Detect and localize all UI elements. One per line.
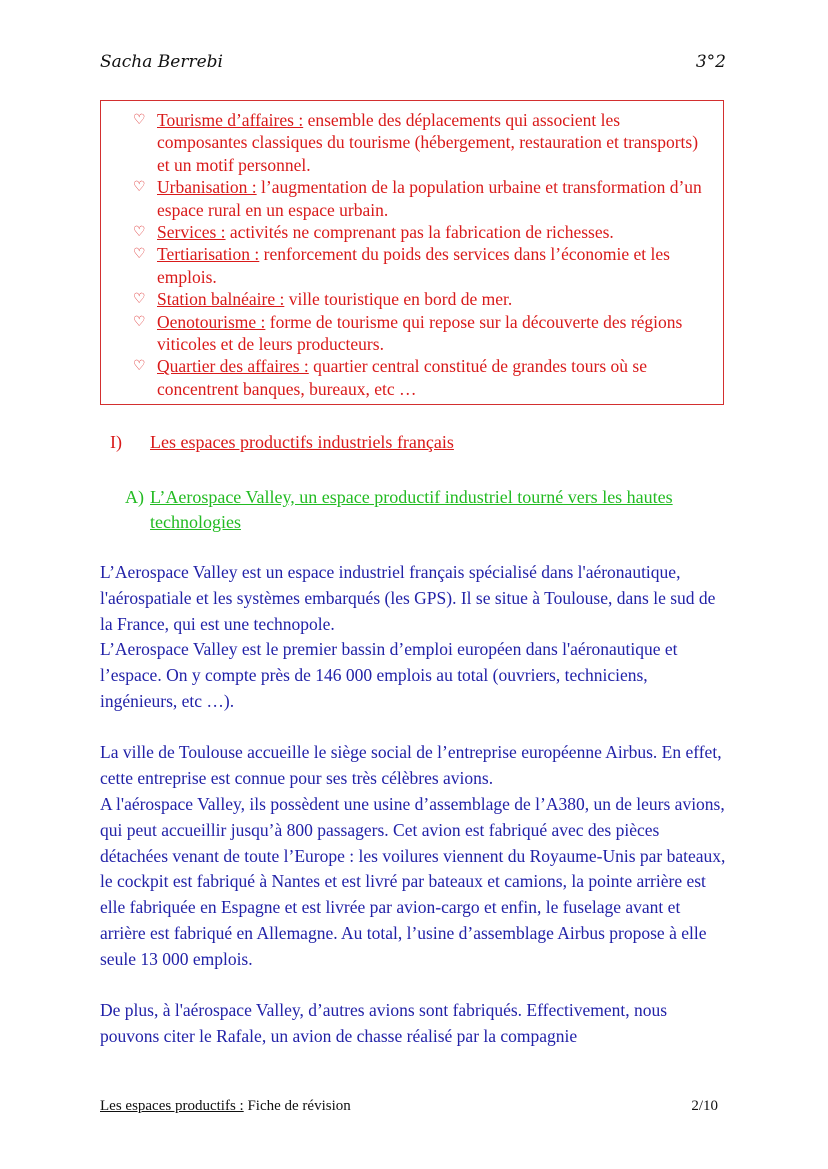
author-name: Sacha Berrebi <box>100 52 223 72</box>
definition-item <box>101 355 723 400</box>
definition-term: Services : <box>157 222 226 243</box>
definition-item <box>101 109 723 176</box>
footer-topic: Les espaces productifs : <box>100 1098 244 1114</box>
definition-text: quartier central constitué de grandes tours où se concentrent banques, bureaux, etc … <box>157 356 647 399</box>
paragraph-rafale: De plus, à l'aérospace Valley, d’autres avions sont fabriqués. Effectivement, nous pouvons citer le Rafale, un avion de chasse réalisé par la compagnie <box>100 1000 668 1046</box>
page-number: 2/10 <box>691 1098 718 1114</box>
definition-item <box>101 311 723 356</box>
paragraph-employment: L’Aerospace Valley est le premier bassin d’emploi européen dans l'aéronautique et l’espace. On y compte près de 146 000 emplois au total (ouvriers, techniciens, ingénieurs, etc …). <box>100 639 678 711</box>
subsection-heading-a <box>125 485 725 535</box>
definition-term: Oenotourisme : <box>157 311 266 332</box>
definition-item <box>101 176 723 221</box>
definitions-list <box>101 101 723 400</box>
definition-item <box>101 243 723 288</box>
paragraph-airbus: La ville de Toulouse accueille le siège social de l’entreprise européenne Airbus. En effet, cette entreprise est connue pour ses très célèbres avions. <box>100 742 722 788</box>
definition-term: Station balnéaire : <box>157 289 285 310</box>
paragraph-aerospace-intro: L’Aerospace Valley est un espace industriel français spécialisé dans l'aéronautique, l'aérospatiale et les systèmes embarqués (les GPS). Il se situe à Toulouse, dans le sud de la France, qui est une technopole. <box>100 562 716 634</box>
subsection-letter: A) <box>125 487 144 507</box>
definition-term: Urbanisation : <box>157 177 257 198</box>
definition-text: l’augmentation de la population urbaine et transformation d’un espace rural en un espace urbain. <box>157 177 702 220</box>
definitions-box <box>100 100 724 405</box>
section-heading-1 <box>110 432 454 453</box>
section-number: I) <box>110 432 122 452</box>
footer-subtitle: Fiche de révision <box>243 1098 351 1114</box>
heart-bullet-icon: ♡ <box>133 246 146 263</box>
section-title: Les espaces productifs industriels français <box>150 432 454 452</box>
definition-term: Tertiarisation : <box>157 244 260 265</box>
footer-title <box>100 1098 351 1115</box>
heart-bullet-icon: ♡ <box>133 358 146 375</box>
heart-bullet-icon: ♡ <box>133 291 146 308</box>
definition-text: ville touristique en bord de mer. <box>284 289 513 310</box>
subsection-title: L’Aerospace Valley, un espace productif industriel tourné vers les hautes technologies <box>150 487 673 532</box>
heart-bullet-icon: ♡ <box>133 179 146 196</box>
heart-bullet-icon: ♡ <box>133 224 146 241</box>
definition-item <box>101 288 723 310</box>
heart-bullet-icon: ♡ <box>133 112 146 128</box>
definition-term: Tourisme d’affaires : <box>157 110 304 130</box>
class-label: 3°2 <box>695 52 726 72</box>
definition-text: ensemble des déplacements qui associent les composantes classiques du tourisme (hébergement, restauration et transports) et un motif personnel. <box>157 110 699 175</box>
heart-bullet-icon: ♡ <box>133 313 146 330</box>
definition-item <box>101 221 723 243</box>
definition-text: renforcement du poids des services dans l’économie et les emplois. <box>157 244 670 287</box>
definition-text: activités ne comprenant pas la fabrication de richesses. <box>225 222 614 243</box>
definition-text: forme de tourisme qui repose sur la découverte des régions viticoles et de leurs producteurs. <box>157 311 683 355</box>
paragraph-a380: A l'aérospace Valley, ils possèdent une usine d’assemblage de l’A380, un de leurs avions, qui peut accueillir jusqu’à 800 passagers. Cet avion est fabriqué avec des pièces détachées venant de toute l’Europe : les voilures viennent du Royaume-Unis par bateaux, le cockpit est fabriqué à Nantes et est livré par bateaux et camions, la pointe arrière est elle fabriquée en Espagne et est livrée par avion-cargo et enfin, le fuselage avant et arrière est fabriqué en Allemagne. Au total, l’usine d’assemblage Airbus propose à elle seule 13 000 emplois. <box>100 794 726 969</box>
definition-term: Quartier des affaires : <box>157 356 309 377</box>
